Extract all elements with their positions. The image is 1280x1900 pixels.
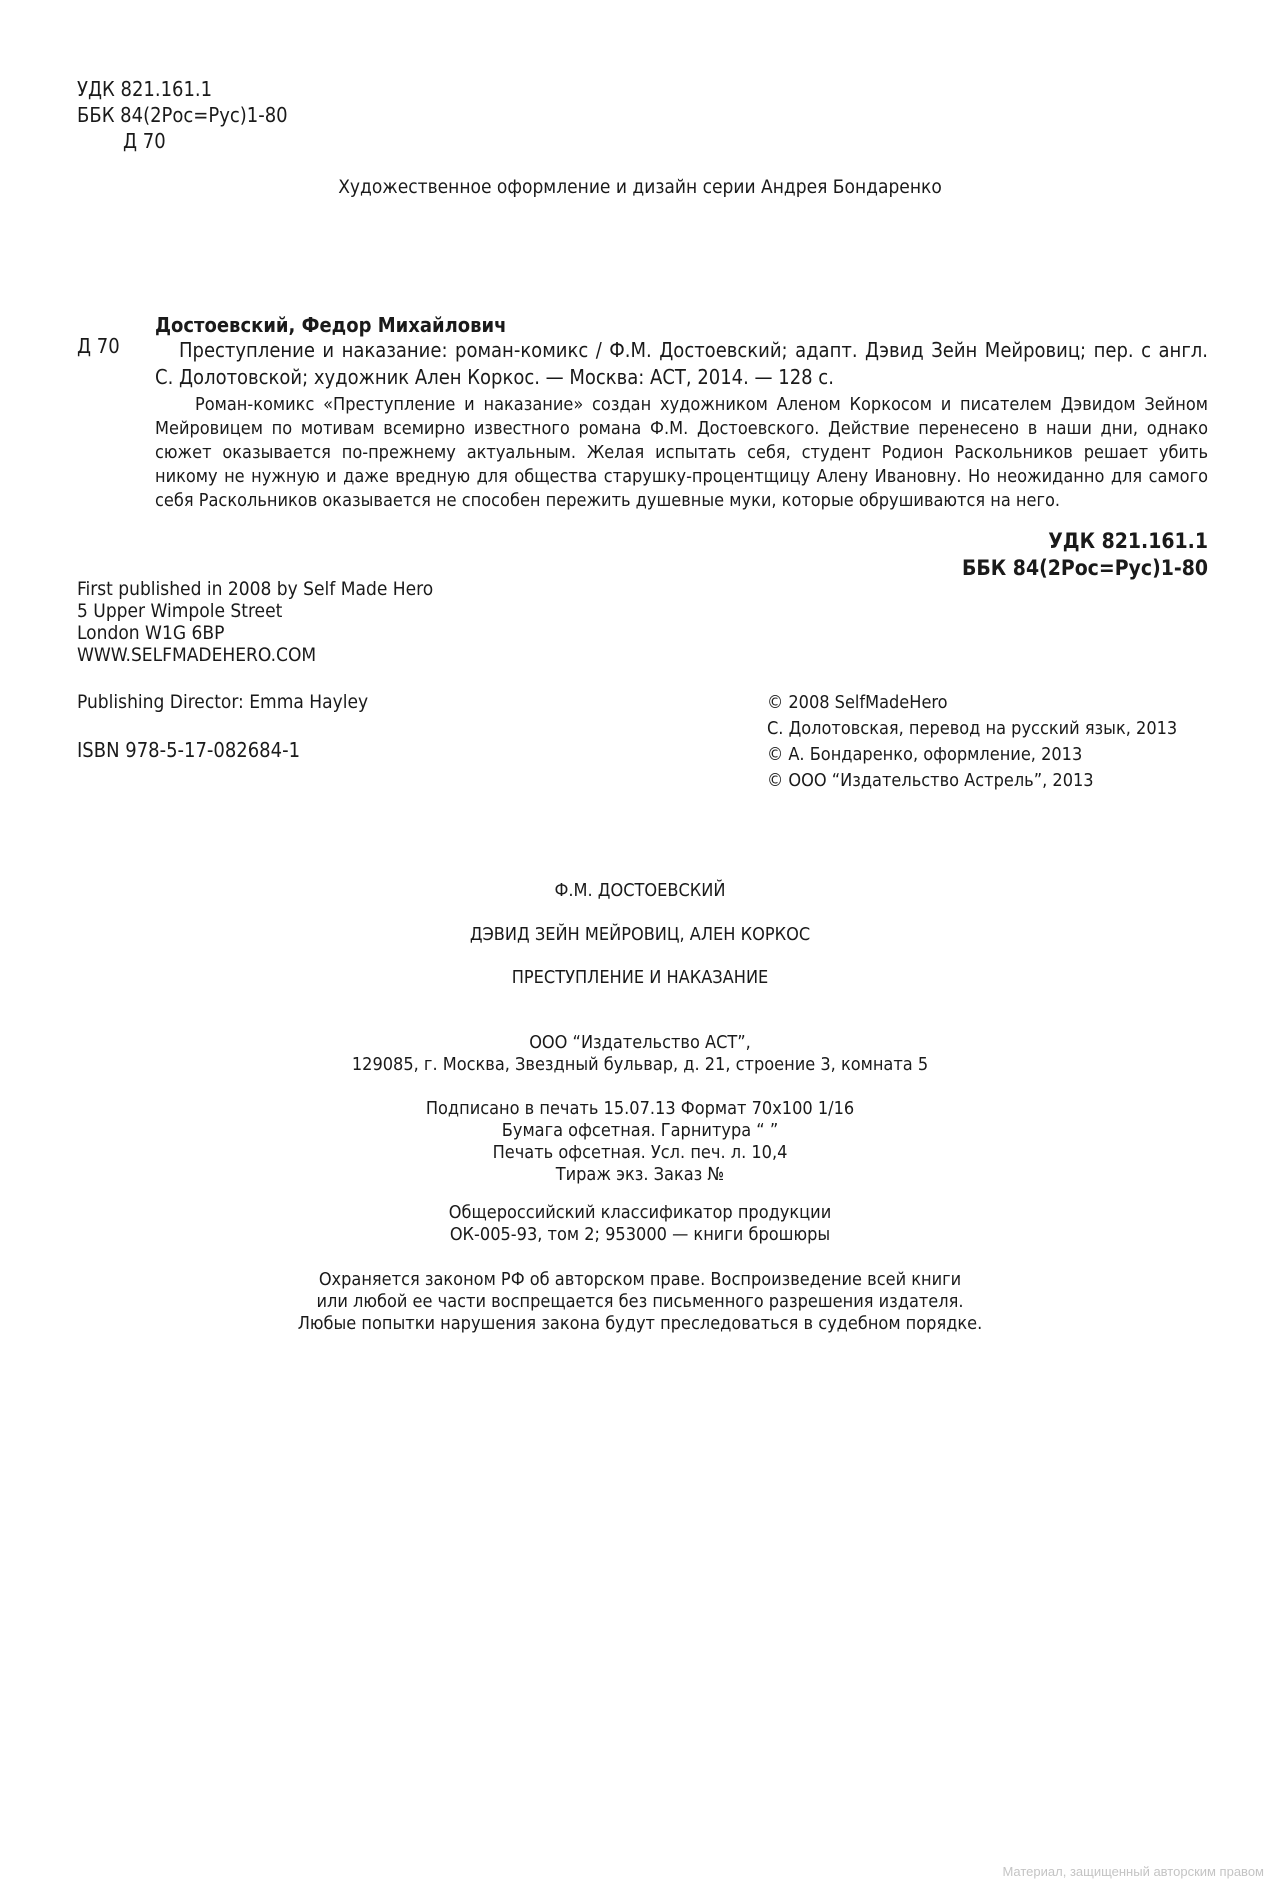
imprint-coauthors: ДЭВИД ЗЕЙН МЕЙРОВИЦ, АЛЕН КОРКОС: [469, 924, 811, 945]
copyright-line: © 2008 SelfMadeHero: [767, 692, 948, 713]
design-credit: Художественное оформление и дизайн серии Андрея Бондаренко: [338, 176, 942, 198]
print-info-line: Печать офсетная. Усл. печ. л. 10,4: [492, 1142, 788, 1163]
imprint-author: Ф.М. ДОСТОЕВСКИЙ: [554, 880, 726, 901]
copyright-line: С. Долотовская, перевод на русский язык, 2013: [767, 718, 1178, 739]
isbn: ISBN 978-5-17-082684-1: [77, 738, 301, 762]
catalog-card-codes: [962, 528, 1208, 582]
protection-line: или любой ее части воспрещается без письменного разрешения издателя.: [316, 1291, 964, 1312]
print-info-line: Бумага офсетная. Гарнитура “ ”: [501, 1120, 779, 1141]
publishing-director: Publishing Director: Emma Hayley: [77, 691, 369, 713]
first-published-line: First published in 2008 by Self Made Hero: [77, 578, 434, 600]
copyright-protection-notice: [0, 1269, 1280, 1335]
top-classification-codes: [77, 76, 288, 154]
protection-line: Охраняется законом РФ об авторском праве. Воспроизведение всей книги: [318, 1269, 962, 1290]
copyright-line: © А. Бондаренко, оформление, 2013: [767, 744, 1083, 765]
copyright-line: © ООО “Издательство Астрель”, 2013: [767, 770, 1094, 791]
copyright-watermark: Материал, защищенный авторским правом: [1002, 1864, 1264, 1879]
catalog-card-mark: Д 70: [77, 334, 120, 358]
catalog-card-title: Преступление и наказание: роман-комикс / Ф.М. Достоевский; адапт. Дэвид Зейн Мейровиц; пер. с англ. С. Долотовской; художник Ален Коркос. — Москва: АСТ, 2014. — 128 с.: [155, 338, 1208, 389]
catalog-card-author: Достоевский, Федор Михайлович: [155, 313, 507, 337]
catalog-bbk: ББК 84(2Рос=Рус)1-80: [961, 556, 1208, 580]
copyright-block: [767, 690, 1177, 794]
imprint-publisher: [0, 1032, 1280, 1076]
protection-line: Любые попытки нарушения закона будут преследоваться в судебном порядке.: [297, 1313, 983, 1334]
publisher-address: 129085, г. Москва, Звездный бульвар, д. 21, строение 3, комната 5: [351, 1054, 929, 1075]
address-line: 5 Upper Wimpole Street: [77, 600, 283, 622]
publisher-name: ООО “Издательство АСТ”,: [529, 1032, 751, 1053]
bbk-code: ББК 84(2Рос=Рус)1-80: [77, 103, 288, 127]
website-line: WWW.SELFMADEHERO.COM: [77, 644, 317, 666]
author-mark: Д 70: [123, 129, 166, 153]
first-published-block: [77, 578, 433, 666]
classifier-line: ОК-005-93, том 2; 953000 — книги брошюры: [449, 1224, 831, 1245]
udk-code: УДК 821.161.1: [77, 77, 213, 101]
classifier-line: Общероссийский классификатор продукции: [448, 1202, 832, 1223]
catalog-card-annotation: Роман-комикс «Преступление и наказание» создан художником Аленом Коркосом и писателем Дэвидом Зейном Мейровицем по мотивам всемирно известного романа Ф.М. Достоевского. Действие перенесено в наши дни, однако сюжет оказывается по-прежнему актуальным. Желая испытать себя, студент Родион Раскольников решает убить никому не нужную и даже вредную для общества старушку-процентщицу Алену Ивановну. Но неожиданно для самого себя Раскольников оказывается не способен пережить душевные муки, которые обрушиваются на него.: [155, 394, 1208, 511]
imprint-print-info: [0, 1098, 1280, 1186]
catalog-udk: УДК 821.161.1: [1048, 529, 1208, 553]
print-info-line: Подписано в печать 15.07.13 Формат 70х100 1/16: [425, 1098, 855, 1119]
imprint-title: ПРЕСТУПЛЕНИЕ И НАКАЗАНИЕ: [511, 967, 769, 988]
imprint-classifier: [0, 1202, 1280, 1246]
print-info-line: Тираж экз. Заказ №: [555, 1164, 725, 1185]
city-line: London W1G 6BP: [77, 622, 225, 644]
